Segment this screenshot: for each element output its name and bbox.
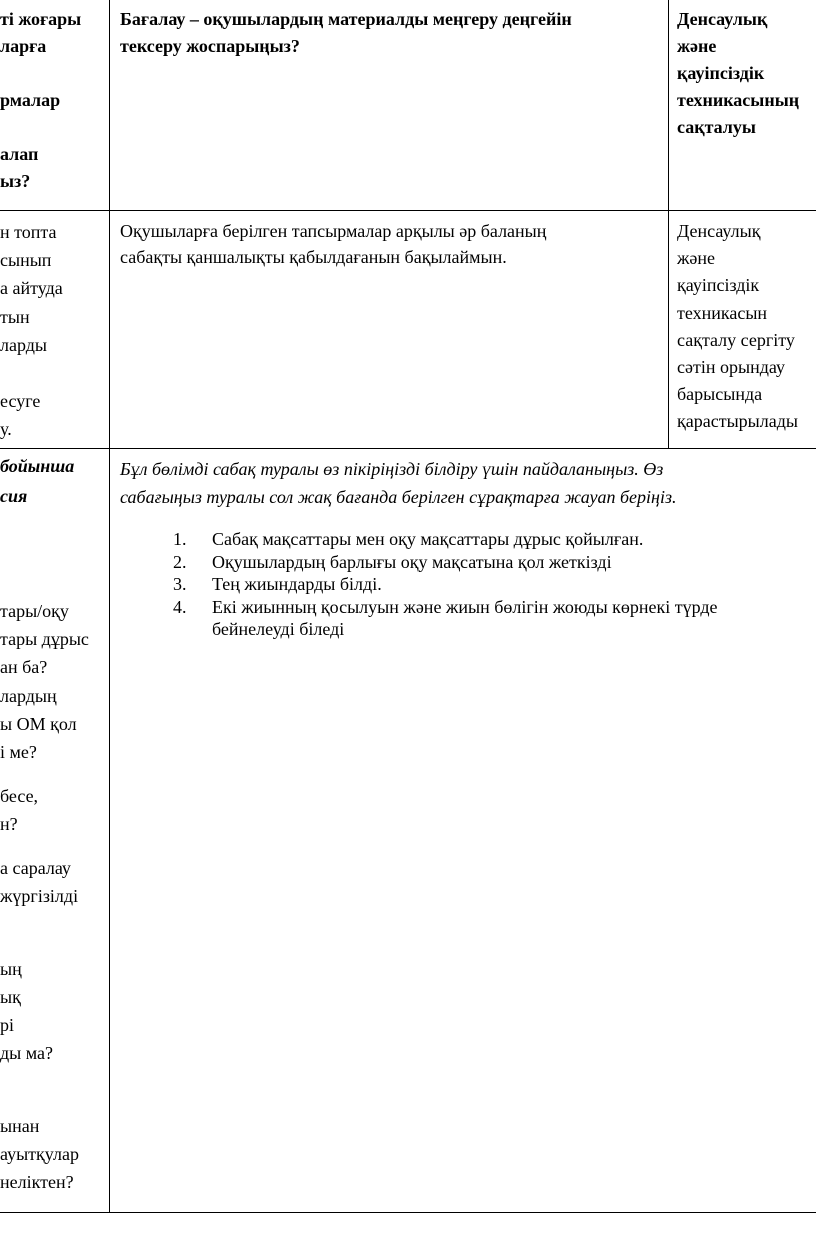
- table-cell-line: ың: [0, 959, 22, 979]
- reflection-list: [173, 528, 718, 641]
- table-cell-line: [0, 359, 63, 387]
- reflection-instructions-line: сабағыңыз туралы сол жақ бағанда берілген сұрақтарға жауап беріңіз.: [120, 487, 677, 507]
- table-cell-line: сабақты қаншалықты қабылдағанын бақылаймын.: [120, 247, 507, 267]
- table-cell-line: сынып: [0, 250, 52, 271]
- header-cell-line: ларға: [0, 36, 47, 56]
- table-cell-line: бесе,: [0, 786, 39, 806]
- header-cell-line: ыз?: [0, 171, 31, 191]
- header-cell-line: ті жоғары: [0, 9, 82, 29]
- header-cell-assessment: [120, 6, 572, 60]
- table-cell-line: қарастырылады: [677, 411, 798, 432]
- reflection-instructions-line: Бұл бөлімді сабақ туралы өз пікіріңізді білдіру үшін пайдаланыңыз. Өз: [120, 459, 664, 479]
- table-cell-line: н топта: [0, 222, 57, 242]
- header-cell-line: [0, 114, 81, 141]
- table-cell-line: тары дұрыс: [0, 629, 89, 649]
- table-cell-line: жүргізілді: [0, 886, 79, 906]
- table-cell-line: ды ма?: [0, 1043, 53, 1063]
- list-item: [173, 551, 718, 574]
- table-cell-line: тын: [0, 306, 30, 327]
- table-cell-line: а саралау: [0, 858, 71, 878]
- reflection-title-line: бойынша: [0, 456, 75, 476]
- list-item-number: 4.: [173, 596, 187, 617]
- table-cell-line: лардың: [0, 686, 57, 706]
- table-cell-line: қауіпсіздік: [677, 275, 760, 296]
- table-cell-line: неліктен?: [0, 1172, 74, 1192]
- table-cell-line: тары/оқу: [0, 601, 69, 621]
- row2-cell-health-safety: [677, 218, 798, 436]
- reflection-instructions: [120, 455, 677, 511]
- table-cell-line: ан ба?: [0, 657, 48, 677]
- header-cell-line: [0, 60, 81, 87]
- header-cell-line: Денсаулық: [677, 9, 768, 29]
- header-cell-line: рмалар: [0, 90, 61, 110]
- list-item-number: 3.: [173, 574, 187, 594]
- table-cell-line: Денсаулық: [677, 221, 761, 241]
- table-cell-line: рі: [0, 1015, 15, 1035]
- table-cell-line: есуге: [0, 391, 41, 412]
- table-cell-line: ларды: [0, 334, 47, 355]
- header-cell-health-safety: [677, 6, 799, 141]
- header-cell-differentiation: [0, 6, 81, 195]
- table-row-divider-2: [0, 448, 816, 449]
- list-item: [173, 573, 718, 596]
- table-cell-line: і ме?: [0, 742, 37, 762]
- list-item: [173, 596, 718, 641]
- table-cell-line: сәтін орындау: [677, 357, 785, 378]
- table-cell-line: техникасын: [677, 302, 768, 323]
- list-item-number: 1.: [173, 529, 187, 549]
- header-cell-line: сақталуы: [677, 117, 756, 137]
- row2-cell-assessment: [120, 218, 546, 270]
- list-item-text: Оқушылардың барлығы оқу мақсатына қол жеткізді: [212, 551, 612, 572]
- header-cell-line: және: [677, 36, 717, 56]
- table-cell-line: у.: [0, 419, 12, 440]
- list-item-text: бейнелеуді біледі: [212, 619, 345, 639]
- table-cell-line: сақталу сергіту: [677, 329, 795, 350]
- table-cell-line: барысында: [677, 384, 763, 405]
- list-item-number: 2.: [173, 551, 187, 572]
- table-cell-line: ауытқулар: [0, 1144, 79, 1164]
- header-cell-line: алап: [0, 144, 39, 164]
- table-cell-line: а айтуда: [0, 278, 63, 299]
- header-cell-line: қауіпсіздік: [677, 63, 765, 83]
- table-column-divider-1: [109, 0, 110, 1213]
- header-cell-line: техникасының: [677, 90, 800, 110]
- table-cell-line: ынан: [0, 1116, 40, 1136]
- table-cell-line: Оқушыларға берілген тапсырмалар арқылы әр баланың: [120, 221, 547, 241]
- header-cell-line: тексеру жоспарыңыз?: [120, 36, 300, 56]
- table-cell-line: ы ОМ қол: [0, 714, 77, 734]
- list-item-text: Екі жиынның қосылуын және жиын бөлігін жоюды көрнекі түрде: [212, 596, 718, 617]
- list-item-text: Тең жиындарды білді.: [212, 574, 382, 594]
- list-item: [173, 528, 718, 551]
- table-cell-line: н?: [0, 814, 18, 834]
- table-row-divider-1: [0, 210, 816, 211]
- table-column-divider-2: [668, 0, 669, 449]
- table-cell-line: ық: [0, 987, 21, 1007]
- reflection-title-line: сия: [0, 486, 28, 506]
- table-bottom-border: [0, 1212, 816, 1213]
- list-item-text: Сабақ мақсаттары мен оқу мақсаттары дұрыс қойылған.: [212, 529, 644, 549]
- table-cell-line: және: [677, 248, 716, 269]
- row2-cell-differentiation: [0, 218, 63, 444]
- header-cell-line: Бағалау – оқушылардың материалды меңгеру деңгейін: [120, 9, 572, 29]
